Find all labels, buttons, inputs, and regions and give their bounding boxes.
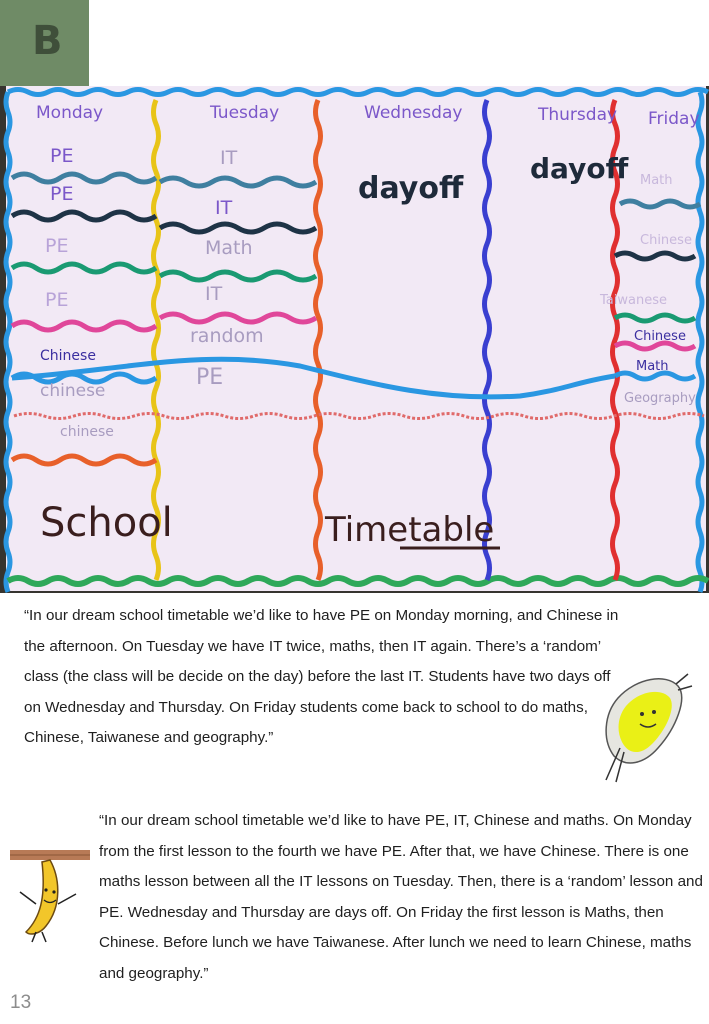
lesson: IT — [215, 197, 233, 219]
lesson: chinese — [60, 424, 114, 440]
day-header-wednesday: Wednesday — [364, 103, 463, 123]
lesson: Chinese — [634, 329, 686, 344]
wednesday-dayoff: dayoff — [358, 171, 464, 206]
divider-tue-wed — [316, 100, 321, 580]
timetable-photo — [0, 86, 709, 593]
lesson: IT — [205, 283, 223, 305]
lesson: PE — [45, 289, 69, 311]
day-header-friday: Friday — [648, 109, 700, 129]
lesson: PE — [45, 235, 69, 257]
timetable-drawing — [0, 86, 709, 593]
section-badge — [0, 0, 89, 86]
student-quote-1: “In our dream school timetable we’d like to have PE on Monday morning, and Chinese in the afternoon. On Tuesday we have IT twice, maths, then IT again. There’s a ‘random’ class (the class will be decide on the day) before the last IT. Students have two days off on Wednesday and Thursday. On Friday students come back to school to do maths, Chinese, Taiwanese and geography.” — [24, 607, 619, 747]
lesson: Taiwanese — [600, 293, 667, 308]
lesson: Chinese — [40, 348, 96, 364]
lesson: Chinese — [640, 233, 692, 248]
day-header-thursday: Thursday — [538, 105, 618, 125]
banana-character-drawing — [6, 848, 92, 944]
title-school: School — [40, 500, 173, 546]
section-letter: B — [32, 18, 63, 64]
divider-wed-thu — [485, 100, 490, 580]
lesson: IT — [220, 147, 238, 169]
lesson: PE — [196, 365, 224, 390]
thursday-dayoff: dayoff — [530, 152, 629, 185]
page-number: 13 — [10, 992, 32, 1013]
lesson: PE — [50, 145, 74, 167]
taiwan-map-drawing — [596, 668, 696, 786]
lesson: Math — [640, 173, 673, 188]
lesson: Geography — [624, 391, 696, 406]
lesson: Math — [636, 359, 669, 374]
day-header-monday: Monday — [36, 103, 104, 123]
lesson: chinese — [40, 381, 106, 401]
lesson: random — [190, 325, 264, 347]
lesson: Math — [205, 237, 253, 259]
day-header-tuesday: Tuesday — [210, 103, 280, 123]
title-timetable: Timetable — [325, 510, 495, 550]
student-quote-2: “In our dream school timetable we’d like to have PE, IT, Chinese and maths. On Monday from the first lesson to the fourth we have PE. After that, we have Chinese. There is one maths lesson between all the IT lessons on Tuesday. Then, there is a ‘random’ lesson and PE. Wednesday and Thursday are days off. On Friday the first lesson is Maths, then Chinese. Before lunch we have Taiwanese. After lunch we need to learn Chinese, maths and geography.” — [99, 812, 703, 982]
lesson: PE — [50, 183, 74, 205]
